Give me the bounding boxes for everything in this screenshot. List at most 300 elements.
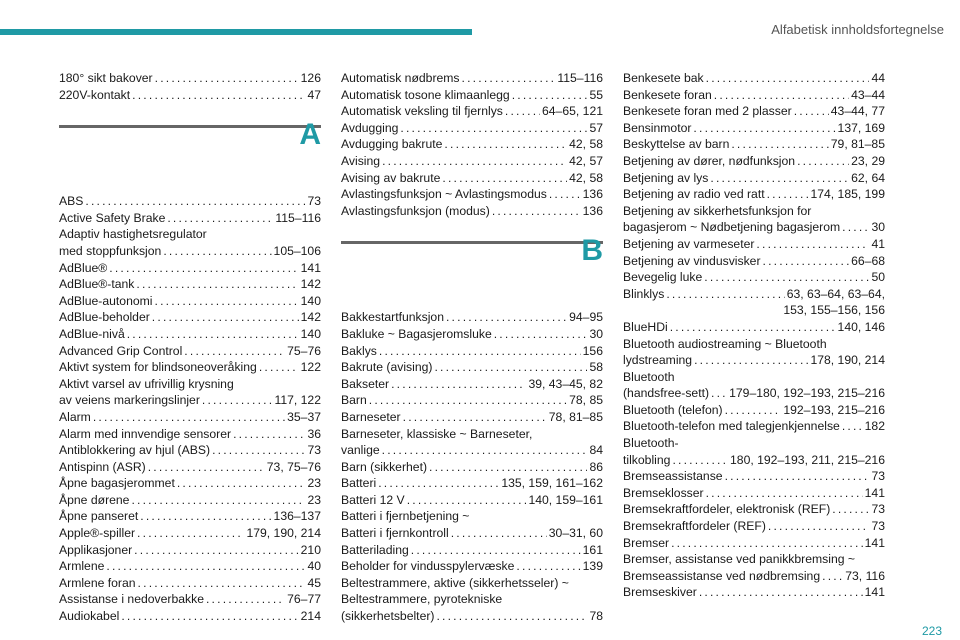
index-entry-pages: 73 — [871, 519, 885, 534]
dot-leader — [763, 253, 850, 270]
index-entry-term: bagasjerom ~ Nødbetjening bagasjerom — [623, 220, 841, 235]
index-entry-line: Beltestrammere, pyrotekniske — [341, 592, 503, 607]
index-entry-term: Barneseter — [341, 409, 401, 424]
section-letter: B — [581, 234, 603, 268]
index-entry-pages: 58 — [589, 360, 603, 375]
index-entry-term: Bakseter — [341, 376, 390, 391]
dot-leader — [155, 293, 299, 310]
index-column-3 — [623, 70, 885, 601]
index-entry-pages: 78, 81–85 — [548, 409, 603, 424]
index-entry — [623, 501, 885, 518]
dot-leader — [429, 459, 587, 476]
index-entry-term: BlueHDi — [623, 319, 668, 334]
dot-leader — [369, 392, 567, 409]
dot-leader — [152, 309, 299, 326]
dot-leader — [177, 475, 306, 492]
index-entry — [59, 293, 321, 310]
header-accent-bar — [0, 29, 472, 35]
index-entry-term: Bremser — [623, 535, 670, 550]
dot-leader — [434, 359, 587, 376]
index-entry-term: Alarm med innvendige sensorer — [59, 426, 232, 441]
index-entry-pages: 141 — [864, 535, 885, 550]
index-entry-pages: 214 — [300, 609, 321, 624]
index-entry-pages: 115–116 — [557, 71, 603, 85]
index-entry-pages: 63, 63–64, 63–64, — [786, 286, 885, 301]
index-entry-pages: 139 — [582, 559, 603, 574]
index-entry-pages: 50 — [871, 270, 885, 285]
index-entry-term: lydstreaming — [623, 353, 693, 368]
index-entry-term: Batterilading — [341, 542, 409, 557]
dot-leader — [451, 525, 547, 542]
index-entry — [623, 153, 885, 170]
index-entry-term: Bluetooth-telefon med talegjenkjennelse — [623, 419, 840, 434]
index-entry-pages: 73 — [871, 502, 885, 517]
index-entry — [623, 253, 885, 270]
index-entry — [341, 392, 603, 409]
index-entry-pages: 137, 169 — [837, 120, 885, 135]
index-entry-pages: 117, 122 — [274, 393, 321, 408]
index-entry-pages: 40 — [307, 559, 321, 574]
index-entry-pages: 43–44, 77 — [830, 104, 885, 119]
index-entry-line: Betjening av sikkerhetsfunksjon for — [623, 203, 812, 218]
section-divider — [341, 241, 603, 244]
index-entry — [59, 558, 321, 575]
index-entry-term: Active Safety Brake — [59, 210, 166, 225]
index-entry-term: Audiokabel — [59, 609, 120, 624]
index-entry — [59, 326, 321, 343]
dot-leader — [446, 309, 567, 326]
dot-leader — [494, 326, 588, 343]
dot-leader — [131, 492, 305, 509]
index-entry-pages: 126 — [300, 71, 321, 85]
dot-leader — [155, 70, 299, 87]
index-entry-term: 220V-kontakt — [59, 87, 131, 102]
index-entry-term: Baklys — [341, 343, 377, 358]
index-entry — [341, 170, 603, 187]
dot-leader — [442, 170, 567, 187]
dot-leader — [163, 243, 271, 260]
index-entry-term: Bremseklosser — [623, 485, 704, 500]
dot-leader — [731, 136, 828, 153]
index-entry — [59, 525, 321, 542]
index-entry — [341, 442, 603, 459]
dot-leader — [694, 352, 808, 369]
dot-leader — [672, 452, 728, 469]
index-entry — [623, 87, 885, 104]
dot-leader — [233, 426, 305, 443]
dot-leader — [212, 442, 305, 459]
index-entry — [623, 535, 885, 552]
section-heading — [59, 118, 321, 185]
index-entry-term: Bremsekraftfordeler, elektronisk (REF) — [623, 502, 831, 517]
index-entry-pages: 140 — [300, 326, 321, 341]
index-entry-line: Bluetooth — [623, 369, 675, 384]
index-entry — [59, 276, 321, 293]
index-entry — [623, 584, 885, 601]
index-entry-pages: 84 — [589, 443, 603, 458]
index-entry — [59, 442, 321, 459]
index-entry-pages: 73 — [871, 469, 885, 484]
dot-leader — [725, 402, 782, 419]
index-entry-term: Bremsekraftfordeler (REF) — [623, 519, 766, 534]
dot-leader — [767, 186, 809, 203]
index-entry-term: Betjening av varmeseter — [623, 236, 755, 251]
dot-leader — [714, 87, 849, 104]
index-entry-pages: 86 — [589, 459, 603, 474]
index-entry-term: 180° sikt bakover — [59, 71, 153, 85]
index-entry-pages: 105–106 — [273, 243, 321, 258]
index-entry-term: Avlastingsfunksjon ~ Avlastingsmodus — [341, 187, 547, 202]
index-entry-term: tilkobling — [623, 452, 671, 467]
index-entry-pages: 76–77 — [287, 592, 321, 607]
index-entry-line: Batteri i fjernbetjening ~ — [341, 509, 470, 524]
index-entry — [623, 402, 885, 419]
index-entry — [59, 591, 321, 608]
index-entry-pages: 73 — [307, 443, 321, 458]
index-entry-pages: 47 — [307, 87, 321, 102]
dot-leader — [202, 392, 273, 409]
index-entry-pages: 30 — [871, 220, 885, 235]
index-entry — [623, 352, 885, 369]
index-entry-term: ABS — [59, 194, 84, 209]
index-entry — [623, 236, 885, 253]
index-entry-pages: 66–68 — [851, 253, 885, 268]
index-entry-pages: 161 — [582, 542, 603, 557]
dot-leader — [382, 153, 567, 170]
index-entry-term: Bensinmotor — [623, 120, 692, 135]
index-entry — [341, 326, 603, 343]
index-entry — [341, 608, 603, 625]
index-entry-term: AdBlue®-tank — [59, 277, 135, 292]
index-entry-term: Armlene foran — [59, 575, 136, 590]
index-entry-pages: 55 — [589, 87, 603, 102]
index-entry — [59, 309, 321, 326]
page-number: 223 — [921, 624, 942, 638]
index-entry-pages: 78 — [589, 609, 603, 624]
dot-leader — [842, 418, 863, 435]
index-entry-pages: 75–76 — [287, 343, 321, 358]
index-entry — [341, 492, 603, 509]
index-entry — [341, 409, 603, 426]
index-entry-term: Alarm — [59, 409, 91, 424]
index-entry-term: Avlastingsfunksjon (modus) — [341, 203, 490, 218]
index-entry-line: Barneseter, klassiske ~ Barneseter, — [341, 426, 533, 441]
index-entry — [341, 376, 603, 393]
section-divider — [59, 125, 321, 128]
index-entry — [341, 103, 603, 120]
dot-leader — [549, 186, 581, 203]
index-entry-pages: 182 — [864, 419, 885, 434]
index-entry — [341, 186, 603, 203]
index-entry-term: (handsfree-sett) — [623, 386, 710, 401]
index-entry — [623, 136, 885, 153]
index-entry-pages: 210 — [300, 542, 321, 557]
index-entry — [59, 87, 321, 104]
index-entry — [341, 459, 603, 476]
index-entry-term: Åpne dørene — [59, 492, 130, 507]
index-entry — [59, 426, 321, 443]
index-entry-term: med stoppfunksjon — [59, 243, 162, 258]
index-entry-pages: 36 — [307, 426, 321, 441]
index-entry-term: av veiens markeringslinjer — [59, 393, 200, 408]
index-entry-pages: 42, 58 — [569, 137, 603, 152]
index-entry-term: Betjening av vindusvisker — [623, 253, 761, 268]
index-entry-term: AdBlue® — [59, 260, 108, 275]
index-entry-line: Bluetooth audiostreaming ~ Bluetooth — [623, 336, 827, 351]
index-entry — [341, 70, 603, 87]
index-entry — [59, 210, 321, 227]
index-entry — [341, 87, 603, 104]
index-entry-pages: 42, 58 — [569, 170, 603, 185]
index-entry-pages: 30 — [589, 326, 603, 341]
dot-leader — [505, 103, 540, 120]
index-entry-pages: 174, 185, 199 — [810, 187, 885, 202]
index-entry-pages: 73, 75–76 — [266, 459, 321, 474]
index-entry-pages: 44 — [871, 71, 885, 85]
index-entry — [59, 608, 321, 625]
dot-leader — [400, 120, 587, 137]
index-entry — [623, 103, 885, 120]
dot-leader — [704, 269, 869, 286]
index-entry-term: Avising av bakrute — [341, 170, 441, 185]
index-entry-pages: 115–116 — [275, 210, 321, 225]
index-entry-pages: 78, 85 — [569, 393, 603, 408]
index-entry-term: Aktivt system for blindsoneoveråking — [59, 360, 257, 375]
index-entry-term: Automatisk nødbrems — [341, 71, 460, 85]
index-entry-term: Åpne bagasjerommet — [59, 476, 175, 491]
dot-leader — [671, 535, 863, 552]
index-entry-line: Bluetooth- — [623, 436, 679, 451]
index-entry — [59, 359, 321, 376]
dot-leader — [797, 153, 849, 170]
dot-leader — [136, 276, 298, 293]
dot-leader — [832, 501, 869, 518]
index-entry — [623, 568, 885, 585]
dot-leader — [492, 203, 581, 220]
dot-leader — [706, 485, 863, 502]
dot-leader — [512, 87, 588, 104]
index-entry-pages: 42, 57 — [569, 153, 603, 168]
index-entry-pages: 136–137 — [273, 509, 321, 524]
index-entry-pages: 136 — [582, 187, 603, 202]
index-entry — [623, 319, 885, 336]
index-entry — [623, 170, 885, 187]
index-entry-term: Åpne panseret — [59, 509, 139, 524]
index-entry — [59, 492, 321, 509]
index-entry — [59, 70, 321, 87]
index-entry-pages: 180, 192–193, 211, 215–216 — [730, 452, 885, 467]
dot-leader — [706, 70, 870, 87]
index-entry — [623, 269, 885, 286]
index-entry-pages: 122 — [300, 360, 321, 375]
section-heading — [341, 234, 603, 301]
index-entry-pages: 142 — [300, 310, 321, 325]
index-entry-pages-continued: 153, 155–156, 156 — [783, 303, 885, 318]
index-entry-pages: 57 — [589, 120, 603, 135]
index-entry — [59, 243, 321, 260]
index-entry-pages: 64–65, 121 — [542, 104, 603, 119]
page-header-title: Alfabetisk innholdsfortegnelse — [771, 22, 944, 37]
dot-leader — [206, 591, 285, 608]
index-entry-term: AdBlue-beholder — [59, 310, 150, 325]
index-entry-pages: 73 — [307, 194, 321, 209]
dot-leader — [411, 542, 581, 559]
index-entry — [59, 409, 321, 426]
index-entry-term: Blinklys — [623, 286, 665, 301]
index-entry-term: Betjening av dører, nødfunksjon — [623, 153, 796, 168]
dot-leader — [121, 608, 298, 625]
index-entry — [623, 452, 885, 469]
dot-leader — [710, 170, 849, 187]
dot-leader — [768, 518, 870, 535]
index-entry-term: Batteri i fjernkontroll — [341, 526, 449, 541]
index-entry-pages: 43–44 — [851, 87, 885, 102]
index-entry — [341, 343, 603, 360]
index-entry-term: Bakrute (avising) — [341, 360, 433, 375]
dot-leader — [259, 359, 299, 376]
dot-leader — [444, 136, 567, 153]
index-entry-term: Automatisk tosone klimaanlegg — [341, 87, 510, 102]
index-entry — [59, 392, 321, 409]
index-entry-term: Applikasjoner — [59, 542, 133, 557]
index-column-2 — [341, 70, 603, 625]
index-entry — [341, 475, 603, 492]
dot-leader — [711, 385, 727, 402]
dot-leader — [842, 219, 869, 236]
index-entry — [623, 286, 885, 303]
index-entry-pages: 41 — [871, 236, 885, 251]
index-entry-term: Benkesete foran — [623, 87, 712, 102]
index-entry-term: Barn (sikkerhet) — [341, 459, 428, 474]
dot-leader — [693, 120, 835, 137]
index-entry — [623, 518, 885, 535]
index-entry-pages: 192–193, 215–216 — [783, 402, 885, 417]
dot-leader — [184, 343, 285, 360]
index-entry-pages: 79, 81–85 — [830, 137, 885, 152]
section-letter: A — [299, 118, 321, 152]
index-entry-pages: 178, 190, 214 — [810, 353, 885, 368]
index-entry-term: Automatisk veksling til fjernlys — [341, 104, 503, 119]
index-entry-term: Avdugging bakrute — [341, 137, 443, 152]
index-entry-term: AdBlue-autonomi — [59, 293, 153, 308]
dot-leader — [85, 193, 305, 210]
dot-leader — [391, 376, 526, 393]
index-entry-pages: 135, 159, 161–162 — [501, 476, 603, 491]
index-column-1 — [59, 70, 321, 625]
index-entry-term: (sikkerhetsbelter) — [341, 609, 435, 624]
index-entry-pages: 94–95 — [569, 310, 603, 325]
index-entry-pages: 179, 190, 214 — [246, 526, 321, 541]
dot-leader — [436, 608, 587, 625]
dot-leader — [109, 260, 298, 277]
index-entry — [341, 203, 603, 220]
index-entry — [59, 508, 321, 525]
index-entry-term: Beholder for vindusspylervæske — [341, 559, 515, 574]
index-entry — [341, 558, 603, 575]
index-entry-line: Beltestrammere, aktive (sikkerhetsseler) ~ — [341, 575, 569, 590]
index-entry-term: Benkesete foran med 2 plasser — [623, 104, 792, 119]
index-entry-term: Bremseassistanse — [623, 469, 723, 484]
dot-leader — [403, 409, 547, 426]
dot-leader — [138, 575, 306, 592]
index-entry — [623, 186, 885, 203]
dot-leader — [137, 525, 244, 542]
index-entry — [341, 120, 603, 137]
index-entry-term: Barn — [341, 393, 367, 408]
index-entry-pages: 73, 116 — [845, 568, 885, 583]
dot-leader — [148, 459, 265, 476]
dot-leader — [725, 468, 870, 485]
dot-leader — [407, 492, 527, 509]
index-entry — [623, 468, 885, 485]
index-entry-term: Batteri 12 V — [341, 492, 405, 507]
index-entry-pages: 141 — [864, 585, 885, 600]
dot-leader — [756, 236, 869, 253]
dot-leader — [106, 558, 305, 575]
dot-leader — [670, 319, 836, 336]
index-entry — [623, 219, 885, 236]
index-entry-term: Batteri — [341, 476, 377, 491]
index-entry-term: vanlige — [341, 443, 380, 458]
index-entry-pages: 136 — [582, 203, 603, 218]
index-entry-term: Avising — [341, 153, 381, 168]
index-entry-pages: 141 — [300, 260, 321, 275]
index-entry-term: AdBlue-nivå — [59, 326, 125, 341]
index-entry-pages: 140 — [300, 293, 321, 308]
index-entry — [59, 193, 321, 210]
index-entry-line: Bremser, assistanse ved panikkbremsing ~ — [623, 552, 856, 567]
index-entry-term: Apple®-spiller — [59, 526, 136, 541]
index-entry-term: Avdugging — [341, 120, 399, 135]
index-entry — [59, 260, 321, 277]
index-entry-pages: 35–37 — [287, 409, 321, 424]
index-entry-pages: 141 — [864, 485, 885, 500]
index-entry-term: Bremseassistanse ved nødbremsing — [623, 568, 821, 583]
index-entry-term: Antispinn (ASR) — [59, 459, 146, 474]
index-entry — [341, 359, 603, 376]
dot-leader — [132, 87, 305, 104]
index-entry-term: Bluetooth (telefon) — [623, 402, 723, 417]
index-entry-term: Armlene — [59, 559, 105, 574]
index-entry-pages: 140, 159–161 — [528, 492, 603, 507]
dot-leader — [822, 568, 843, 585]
index-entry-term: Bevegelig luke — [623, 270, 703, 285]
index-entry-term: Advanced Grip Control — [59, 343, 183, 358]
index-entry-pages: 23, 29 — [851, 153, 885, 168]
index-entry — [341, 309, 603, 326]
dot-leader — [516, 558, 580, 575]
index-entry — [59, 575, 321, 592]
index-entry-term: Antiblokkering av hjul (ABS) — [59, 443, 211, 458]
index-entry-term: Bakkestartfunksjon — [341, 310, 444, 325]
index-entry-term: Benkesete bak — [623, 71, 704, 85]
index-entry — [623, 485, 885, 502]
index-entry — [623, 70, 885, 87]
index-entry — [341, 525, 603, 542]
index-entry-line: Aktivt varsel av ufrivillig krysning — [59, 376, 234, 391]
index-entry-term: Assistanse i nedoverbakke — [59, 592, 204, 607]
index-entry-term: Beskyttelse av barn — [623, 137, 730, 152]
index-entry-pages: 179–180, 192–193, 215–216 — [729, 386, 885, 401]
index-entry-term: Bakluke ~ Bagasjeromsluke — [341, 326, 492, 341]
index-entry-line: Adaptiv hastighetsregulator — [59, 227, 207, 242]
index-entry-pages: 142 — [300, 277, 321, 292]
index-entry-pages: 23 — [307, 492, 321, 507]
dot-leader — [794, 103, 829, 120]
dot-leader — [134, 542, 298, 559]
dot-leader — [167, 210, 273, 227]
index-entry-term: Bremseskiver — [623, 585, 697, 600]
